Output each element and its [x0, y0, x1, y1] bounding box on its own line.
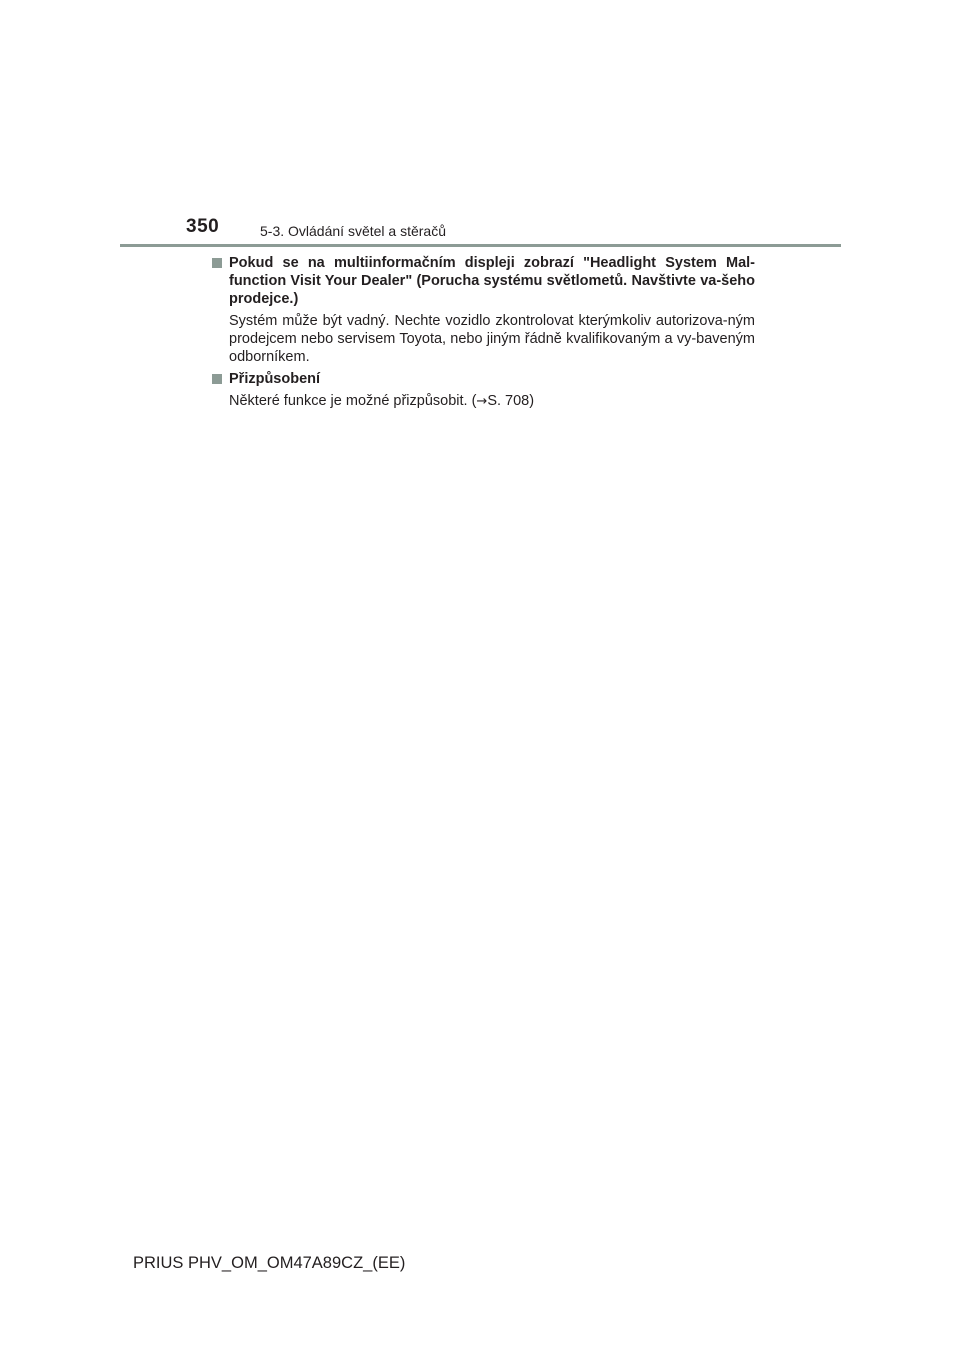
page-reference-link[interactable]: S. 708)	[487, 393, 535, 409]
item-heading: Přizpůsobení	[229, 371, 321, 387]
square-bullet-icon	[212, 258, 222, 268]
header-divider	[120, 244, 841, 247]
document-code: PRIUS PHV_OM_OM47A89CZ_(EE)	[133, 1254, 406, 1272]
section-title: 5-3. Ovládání světel a stěračů	[260, 223, 446, 239]
content-area	[212, 254, 755, 411]
page-number: 350	[186, 216, 220, 237]
item-text: Systém může být vadný. Nechte vozidlo zkontrolovat kterýmkoliv autorizova-ným prodejcem nebo servisem Toyota, nebo jiným řádně kvalifikovaným a vy-baveným odborníkem.	[229, 313, 755, 365]
item-heading: Pokud se na multiinformačním displeji zobrazí "Headlight System Mal-function Visit Your Dealer" (Porucha systému světlometů. Navštivte va-šeho prodejce.)	[229, 255, 755, 307]
list-item	[212, 254, 755, 366]
square-bullet-icon	[212, 374, 222, 384]
list-item	[212, 370, 755, 411]
item-text: Některé funkce je možné přizpůsobit. (→S. 708)	[229, 393, 535, 409]
arrow-right-icon: →	[476, 394, 488, 409]
